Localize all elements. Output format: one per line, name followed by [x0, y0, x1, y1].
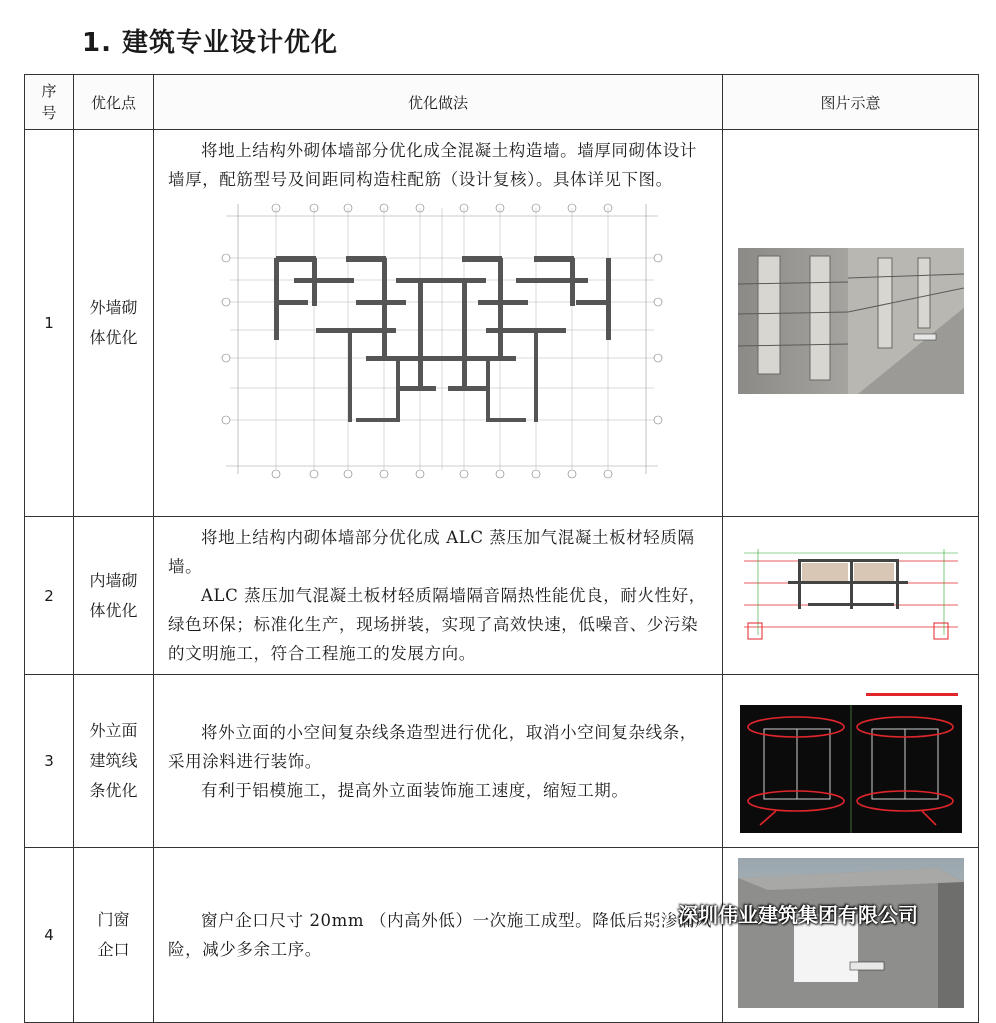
row-image	[723, 130, 979, 517]
header-image: 图片示意	[723, 75, 979, 130]
facade-line-diagram	[740, 685, 962, 833]
row-point: 外立面 建筑线 条优化	[74, 675, 154, 848]
table-row	[25, 848, 979, 1023]
method-paragraph: 将地上结构外砌体墙部分优化成全混凝土构造墙。墙厚同砌体设计墙厚，配筋型号及间距同构造柱配筋（设计复核）。具体详见下图。	[168, 141, 697, 189]
row-method	[154, 130, 723, 517]
row-method	[154, 848, 723, 1023]
row-point: 门窗 企口	[74, 848, 154, 1023]
alc-partition-plan	[738, 539, 964, 649]
row-image	[723, 848, 979, 1023]
table-row	[25, 517, 979, 675]
method-paragraph: 窗户企口尺寸 20mm （内高外低）一次施工成型。降低后期渗漏风险，减少多余工序。	[168, 911, 712, 959]
method-paragraph: 有利于铝模施工，提高外立面装饰施工速度，缩短工期。	[201, 780, 629, 800]
row-seq: 4	[25, 848, 74, 1023]
header-point: 优化点	[74, 75, 154, 130]
row-image	[723, 517, 979, 675]
header-method: 优化做法	[154, 75, 723, 130]
row-seq: 3	[25, 675, 74, 848]
window-rebate-render	[738, 858, 964, 1008]
header-seq: 序 号	[25, 75, 74, 130]
row-point: 内墙砌 体优化	[74, 517, 154, 675]
method-paragraph: ALC 蒸压加气混凝土板材轻质隔墙隔音隔热性能优良，耐火性好，绿色环保；标准化生产，现场拼装，实现了高效快速，低噪音、少污染的文明施工，符合工程施工的发展方向。	[168, 586, 706, 663]
row-point: 外墙砌 体优化	[74, 130, 154, 517]
wechat-icon	[640, 902, 670, 926]
method-paragraph: 将地上结构内砌体墙部分优化成 ALC 蒸压加气混凝土板材轻质隔墙。	[168, 528, 695, 576]
row-method	[154, 517, 723, 675]
watermark-text: 深圳伟业建筑集团有限公司	[678, 903, 918, 927]
row-method	[154, 675, 723, 848]
watermark	[640, 899, 918, 928]
optimization-table	[24, 74, 979, 1023]
floor-plan-drawing	[216, 198, 668, 480]
method-paragraph: 将外立面的小空间复杂线条造型进行优化，取消小空间复杂线条，采用涂料进行装饰。	[168, 722, 697, 771]
table-row	[25, 675, 979, 848]
table-row	[25, 130, 979, 517]
exterior-wall-photo	[738, 248, 964, 394]
table-header-row	[25, 75, 979, 130]
row-image	[723, 675, 979, 848]
row-seq: 1	[25, 130, 74, 517]
page-title: 1. 建筑专业设计优化	[82, 28, 339, 58]
row-seq: 2	[25, 517, 74, 675]
